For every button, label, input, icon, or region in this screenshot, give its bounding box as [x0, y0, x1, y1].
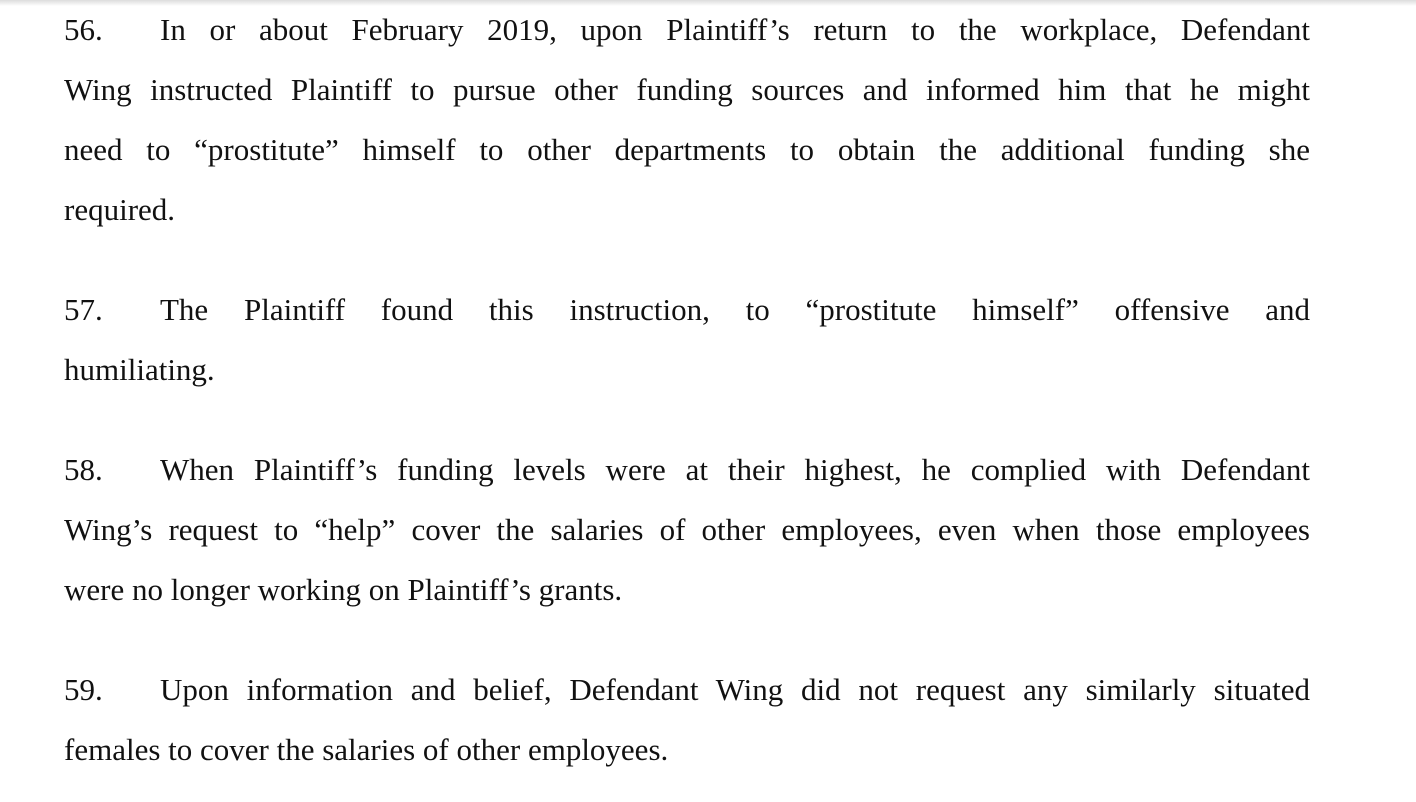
paragraph-line: required.	[64, 192, 176, 227]
paragraph-line: need to “prostitute” himself to other departments to obtain the additional funding she	[64, 132, 1310, 167]
paragraph-line: When Plaintiff’s funding levels were at their highest, he complied with Defendant	[160, 452, 1310, 487]
paragraph-line: Wing instructed Plaintiff to pursue other funding sources and informed him that he might	[64, 72, 1310, 107]
paragraph-line: Wing’s request to “help” cover the salaries of other employees, even when those employees	[64, 512, 1310, 547]
paragraph-number: 58.	[64, 452, 103, 487]
paragraph-number: 57.	[64, 292, 103, 327]
paragraph-number: 59.	[64, 672, 103, 707]
paragraph-number: 56.	[64, 12, 103, 47]
paragraph-line: Upon information and belief, Defendant Wing did not request any similarly situated	[160, 672, 1310, 707]
paragraph-line: The Plaintiff found this instruction, to “prostitute himself” offensive and	[160, 292, 1310, 327]
paragraph-line: were no longer working on Plaintiff’s grants.	[64, 572, 623, 607]
paragraph-line: In or about February 2019, upon Plaintiff’s return to the workplace, Defendant	[160, 12, 1310, 47]
paragraph-line: humiliating.	[64, 352, 215, 387]
paragraph-line: females to cover the salaries of other employees.	[64, 732, 669, 767]
